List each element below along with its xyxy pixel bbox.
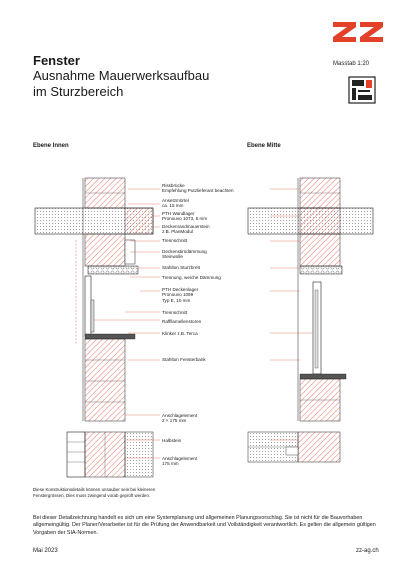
column-label-inner: Ebene Innen xyxy=(33,143,69,149)
label-sturzbrett: Stahlton Sturzbrett xyxy=(162,265,201,270)
label-deckenrandmauerstein: Deckenrandmauerstein z.B. PlanModul xyxy=(162,224,210,235)
right-plan-detail xyxy=(248,432,340,462)
left-plan-detail xyxy=(67,432,153,477)
column-label-middle: Ebene Mitte xyxy=(247,143,281,149)
label-trennschnitt-2: Trennschnitt xyxy=(162,310,188,315)
label-fensterbank: Stahlton Fensterbank xyxy=(162,357,206,362)
label-anschlagelement-2x175: Anschlagelement 2 × 175 mm xyxy=(162,413,198,424)
left-section xyxy=(35,178,153,421)
page-subtitle-line2: im Sturzbereich xyxy=(33,84,124,99)
label-klinker: Klinker z.B. Terca xyxy=(162,331,198,336)
page-subtitle-line1: Ausnahme Mauerwerksaufbau xyxy=(33,68,210,83)
label-anschlagelement-175: Anschlagelement 175 mm xyxy=(162,456,198,467)
website-link[interactable]: zz-ag.ch xyxy=(356,548,379,554)
disclaimer-text: Bei dieser Detailzeichnung handelt es sich um eine Systemplanung und allgemeinen Planungsvorschlag. Sie ist nicht für die Bauvorhaben allgemeingültig. Der Planer/Verarbeiter ist für die Prüfung der Anwendbarkeit und Vollständigkeit verantwortlich. Es gelten die allgemein gültigen Vorgaben der SIA-Normen. xyxy=(33,515,376,536)
label-rissbruecke: Rissbrücke Empfehlung Putzlieferant beachten xyxy=(162,183,234,194)
publication-date: Mai 2023 xyxy=(33,548,58,554)
label-wandlager: PTH Wandlager Pronouvo 1073, 5 mm xyxy=(162,211,208,222)
label-deckenstirndaemmung: Deckenstirndämmung Steinwolle xyxy=(162,249,207,260)
label-trennschnitt-1: Trennschnitt xyxy=(162,238,188,243)
page-title: Fenster xyxy=(33,53,80,68)
label-raffllamellenstoren: Raffllamellenstoren xyxy=(162,319,202,324)
construction-note: Diese Konstruktionsdetails können unsauber sein bei kleineren Fenstergrössen. Dies muss zwingend vorab geprüft werden. xyxy=(33,487,156,498)
scale-label: Masstab 1:20 xyxy=(333,61,370,67)
label-deckenlager: PTH Deckenlager Pronouvo 1099 Typ E, 10 mm xyxy=(162,287,199,303)
label-halbstein: Halbstein xyxy=(162,438,182,443)
label-ansetzmoertel: Ansetzmörtel ca. 15 mm xyxy=(162,198,189,209)
label-trennung-daemmung: Trennung, weiche Dämmung xyxy=(162,275,221,280)
right-section xyxy=(248,178,373,421)
